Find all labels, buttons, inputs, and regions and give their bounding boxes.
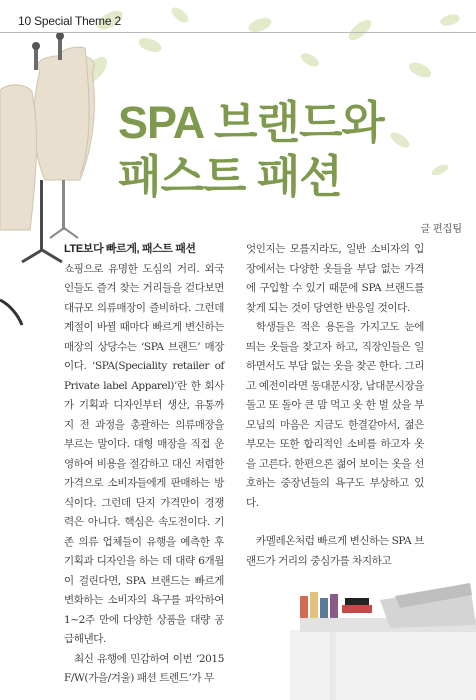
title-line-1: SPA 브랜드와 — [118, 97, 384, 148]
paragraph: 쇼핑으로 유명한 도심의 거리. 외국인들도 즐겨 찾는 거리들을 걷다보면 대규모 의류매장이 즐비하다. 그런데 계절이 바뀔 때마다 빠르게 변신하는 매장의 상당수는 ‘SPA 브랜드’ 매장이다. ‘SPA(Speciality retailer of Private label Apparel)’란 한 회사가 기획과 디자인부터 생산, 유통까지 전 과정을 총괄하는 의류매장을 부르는 말이다. 대형 매장을 직접 운영하여 비용을 절감하고 대신 저렴한 가격으로 소비자들에게 판매하는 방식이다. 그런데 단지 가격만이 경쟁력은 아니다. 핵심은 속도전이다. 기존 의류 업체들이 유행을 예측한 후 기획과 디자인을 하는 데 대략 6개월이 걸린다면, SPA 브랜드는 빠르게 변화하는 소비자의 욕구를 파악하여 1~2주 만에 다양한 상품을 대량 공급해낸다. — [64, 262, 224, 645]
column-right — [246, 240, 424, 571]
paragraph-gap — [246, 513, 424, 532]
section-label: 10 Special Theme 2 — [18, 14, 121, 28]
paragraph: 카멜레온처럼 빠르게 변신하는 SPA 브랜드가 거리의 중심가를 차지하고 — [246, 535, 424, 567]
byline: 글 편집팀 — [420, 224, 462, 235]
article-title — [118, 96, 418, 204]
paragraph: 학생들은 적은 용돈을 가지고도 눈에 띄는 옷들을 찾고자 하고, 직장인들은 일하면서도 부담 없는 옷을 찾곤 한다. 그리고 예전이라면 동대문시장, 남대문시장을 돌고 또 돌아 큰 맘 먹고 옷 한 벌 샀을 부모님의 마음은 지금도 한결같아서, 젊은 부모는 또한 합리적인 소비를 하고자 옷을 고른다. 한편으론 젊어 보이는 옷을 선호하는 중장년들의 욕구도 부상하고 있다. — [246, 321, 424, 509]
paragraph: 엇인지는 모를지라도, 일반 소비자의 입장에서는 다양한 옷들을 부담 없는 가격에 구입할 수 있기 때문에 SPA 브랜드를 찾게 되는 것이 당연한 반응일 것이다. — [246, 243, 424, 314]
paragraph: 최신 유행에 민감하여 이번 ‘2015 F/W(가을/겨울) 패션 트렌드’가 무 — [64, 652, 224, 684]
header-divider — [0, 32, 476, 33]
title-line-2: 패스트 패션 — [118, 151, 342, 202]
column-left — [64, 240, 224, 689]
page-header — [0, 0, 476, 40]
table-still-life — [290, 583, 476, 700]
subheading: LTE보다 빠르게, 패스트 패션 — [64, 243, 196, 255]
